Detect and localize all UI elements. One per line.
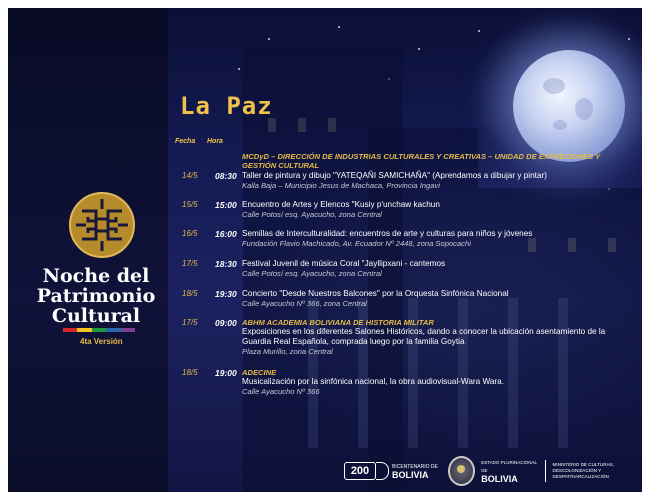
event-location: Calle Ayacucho Nº 366, zona Central: [242, 299, 367, 308]
event-date: 15/5: [182, 200, 198, 209]
event-time: 15:00: [215, 200, 237, 210]
event-time: 19:00: [215, 368, 237, 378]
event-title: Taller de pintura y dibujo "YATEQAÑI SAMICHAÑA" (Aprendamos a dibujar y pintar): [242, 171, 547, 180]
logo-version: 4ta Versión: [80, 337, 123, 346]
bicentenario-badge: 200: [344, 462, 376, 480]
government-logo: [448, 459, 642, 483]
event-location: Kalla Baja – Municipio Jesus de Machaca, Provincia Ingavi: [242, 181, 440, 190]
logo-line-3: Cultural: [51, 305, 141, 327]
event-poster: [8, 8, 642, 492]
bicentenario-big-text: BOLIVIA: [392, 470, 429, 480]
logo-line-1: Noche del: [42, 265, 150, 287]
event-title: Exposiciones en los diferentes Salones Históricos, dando a conocer la ubicación asentamiento de la Guardia Real Española, comprada luego por la familia Goytia: [242, 327, 606, 346]
event-time: 18:30: [215, 259, 237, 269]
event-location: Fundación Flavio Machicado, Av. Ecuador Nº 2448, zona Sopocachi: [242, 239, 471, 248]
time-column-header: Hora: [207, 138, 223, 145]
event-location: Calle Potosí esq. Ayacucho, zona Central: [242, 210, 382, 219]
event-time: 19:30: [215, 289, 237, 299]
event-date: 18/5: [182, 289, 198, 298]
organizer-heading: ADECINE: [242, 368, 277, 377]
ministry-name: MINISTERIO DE CULTURAS, DESCOLONIZACIÓN Y DESPATRIARCALIZACIÓN: [552, 462, 614, 479]
event-date: 18/5: [182, 368, 198, 377]
event-time: 16:00: [215, 229, 237, 239]
event-title: Semillas de Interculturalidad: encuentros de arte y culturas para niños y jóvenes: [242, 229, 533, 238]
organizer-heading: MCDyD – DIRECCIÓN DE INDUSTRIAS CULTURALES Y CREATIVAS – UNIDAD DE EXPRESIONES Y GESTIÓN CULTURAL: [242, 152, 601, 170]
event-date: 14/5: [182, 171, 198, 180]
logo-color-bar: [63, 328, 135, 332]
gov-big-text: BOLIVIA: [481, 474, 518, 484]
organizer-heading: ABHM ACADEMIA BOLIVIANA DE HISTORIA MILITAR: [242, 318, 434, 327]
event-title: Encuentro de Artes y Elencos "Kusiy p'unchaw kachun: [242, 200, 440, 209]
event-time: 08:30: [215, 171, 237, 181]
gov-small-text: ESTADO PLURINACIONAL DE: [481, 460, 537, 473]
logo-line-2: Patrimonio: [36, 285, 156, 307]
event-title: Musicalización por la sinfónica nacional, la obra audiovisual-Wara Wara.: [242, 377, 504, 386]
event-title: Festival Juvenil de música Coral "Jayllipxani - cantemos: [242, 259, 446, 268]
coat-of-arms-icon: [448, 456, 475, 486]
logo-title: [30, 266, 162, 326]
event-location: Calle Ayacucho Nº 366: [242, 387, 320, 396]
event-title: Concierto "Desde Nuestros Balcones" por la Orquesta Sinfónica Nacional: [242, 289, 509, 298]
event-date: 16/5: [182, 229, 198, 238]
date-column-header: Fecha: [175, 138, 196, 145]
bicentenario-small-text: BICENTENARIO DE: [392, 464, 438, 470]
ornament-logo-icon: [68, 191, 136, 259]
event-location: Calle Potosí esq. Ayacucho, zona Central: [242, 269, 382, 278]
event-time: 09:00: [215, 318, 237, 328]
event-date: 17/5: [182, 318, 198, 327]
city-heading: La Paz: [180, 92, 273, 120]
event-location: Plaza Murillo, zona Central: [242, 347, 333, 356]
bicentenario-logo: [344, 459, 438, 483]
event-date: 17/5: [182, 259, 198, 268]
full-moon: [513, 50, 625, 162]
